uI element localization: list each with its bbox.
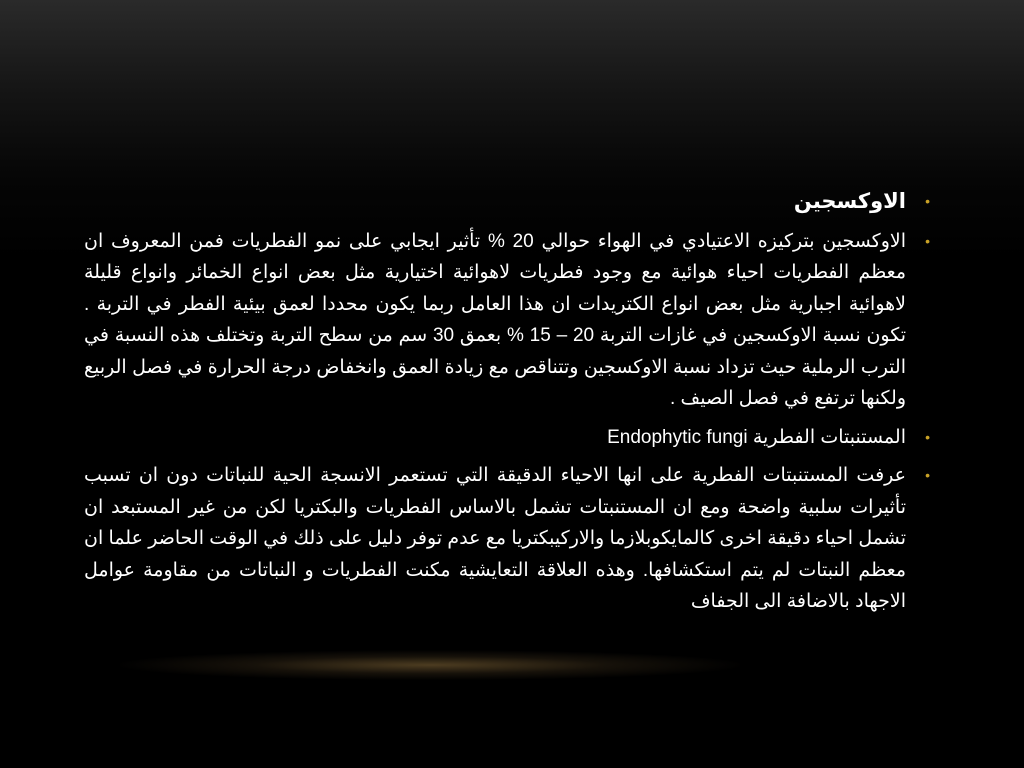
bullet-endophytic-paragraph (84, 460, 930, 618)
bullet-oxygen-paragraph (84, 226, 930, 415)
paragraph-endophytic: عرفت المستنبتات الفطرية على انها الاحياء الدقيقة التي تستعمر الانسجة الحية للنباتات دون ان تسبب تأثيرات سلبية واضحة ومع ان المستنبتات تشمل بالاساس الفطريات والبكتريا لكن من غير المستبعد ان تشمل احياء دقيقة اخرى كالمايكوبلازما والاركيبكتريا مع عدم توفر دليل على ذلك في الوقت الحاضر علما ان معظم النبتات لم يتم استكشافها. وهذه العلاقة التعايشية مكنت الفطريات و النباتات من مقاومة عوامل الاجهاد بالاضافة الى الجفاف (84, 465, 906, 612)
bullet-dot-icon: • (925, 193, 930, 209)
heading-endophytic-en: Endophytic fungi (607, 426, 748, 448)
bullet-oxygen-heading (84, 186, 930, 219)
heading-oxygen: الاوكسجين (793, 190, 906, 213)
bullet-dot-icon: • (925, 467, 930, 483)
paragraph-oxygen: الاوكسجين بتركيزه الاعتيادي في الهواء حوالي 20 % تأثير ايجابي على نمو الفطريات فمن المعروف ان معظم الفطريات احياء هوائية مع وجود فطريات لاهوائية اختيارية مثل بعض انواع الخمائر وانواع قليلة لاهوائية اجبارية مثل بعض انواع الكتريدات ان هذا العامل ربما يكون محددا لعمق بيئية الفطر في التربة . تكون نسبة الاوكسجين في غازات التربة 20 – 15 % بعمق 30 سم من سطح التربة وتختلف هذه النسبة في الترب الرملية حيث تزداد نسبة الاوكسجين وتتناقص مع زيادة العمق وانخفاض درجة الحرارة في فصل الربيع ولكنها ترتفع في فصل الصيف . (84, 230, 907, 409)
decorative-glow (120, 650, 740, 680)
bullet-endophytic-heading (84, 422, 930, 454)
heading-endophytic-ar: المستنبتات الفطرية (752, 426, 906, 448)
bullet-dot-icon: • (925, 428, 930, 445)
slide-content (84, 186, 930, 625)
bullet-dot-icon: • (925, 232, 930, 249)
bullet-list (84, 186, 930, 618)
